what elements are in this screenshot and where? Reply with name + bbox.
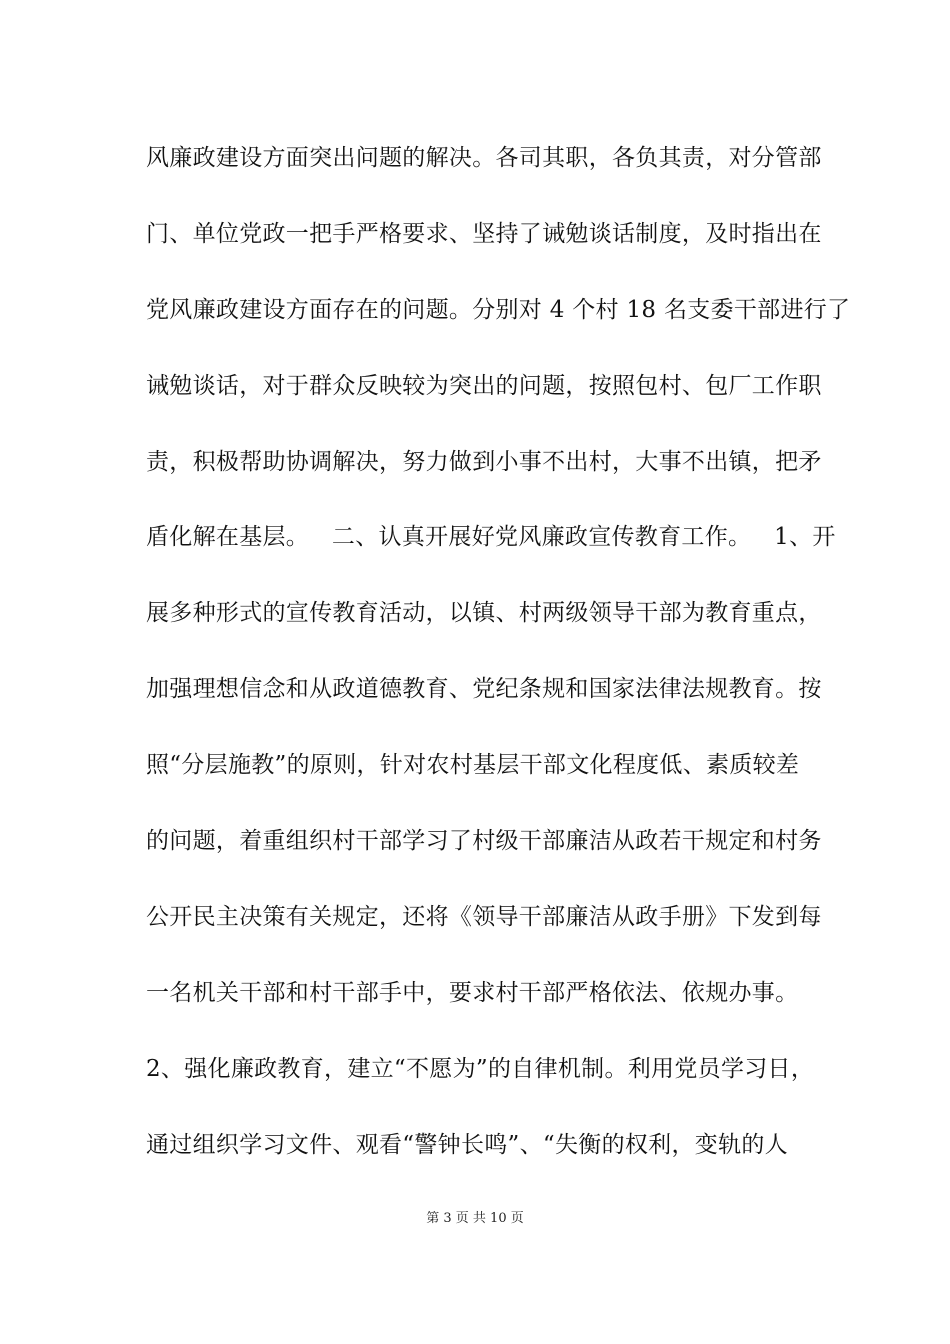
text-line-11: 公开民主决策有关规定，还将《领导干部廉洁从政手册》下发到每 xyxy=(146,903,822,930)
text-line-9: 照“分层施教”的原则，针对农村基层干部文化程度低、素质较差 xyxy=(146,752,800,779)
text-line-12: 一名机关干部和村干部手中，要求村干部严格依法、依规办事。 xyxy=(146,979,799,1006)
text-line-10: 的问题，着重组织村干部学习了村级干部廉洁从政若干规定和村务 xyxy=(146,828,822,855)
text-line-4: 诫勉谈话，对于群众反映较为突出的问题，按照包村、包厂工作职 xyxy=(146,372,822,399)
text-line-14: 通过组织学习文件、观看“警钟长鸣”、“失衡的权利，变轨的人 xyxy=(146,1131,788,1158)
text-line-7: 展多种形式的宣传教育活动，以镇、村两级领导干部为教育重点， xyxy=(146,600,822,627)
text-line-3: 党风廉政建设方面存在的问题。分别对 4 个村 18 名支委干部进行了 xyxy=(146,296,851,323)
text-line-6: 盾化解在基层。 二、认真开展好党风廉政宣传教育工作。 1、开 xyxy=(146,524,836,551)
page-number-footer: 第 3 页 共 10 页 xyxy=(426,1211,524,1226)
text-line-2: 门、单位党政一把手严格要求、坚持了诫勉谈话制度，及时指出在 xyxy=(146,220,822,247)
text-line-8: 加强理想信念和从政道德教育、党纪条规和国家法律法规教育。按 xyxy=(146,676,822,703)
text-line-5: 责，积极帮助协调解决，努力做到小事不出村，大事不出镇，把矛 xyxy=(146,448,822,475)
body-text xyxy=(146,136,851,1198)
text-line-1: 风廉政建设方面突出问题的解决。各司其职，各负其责，对分管部 xyxy=(146,145,822,171)
text-line-13: 2、强化廉政教育，建立“不愿为”的自律机制。利用党员学习日， xyxy=(146,1055,815,1082)
